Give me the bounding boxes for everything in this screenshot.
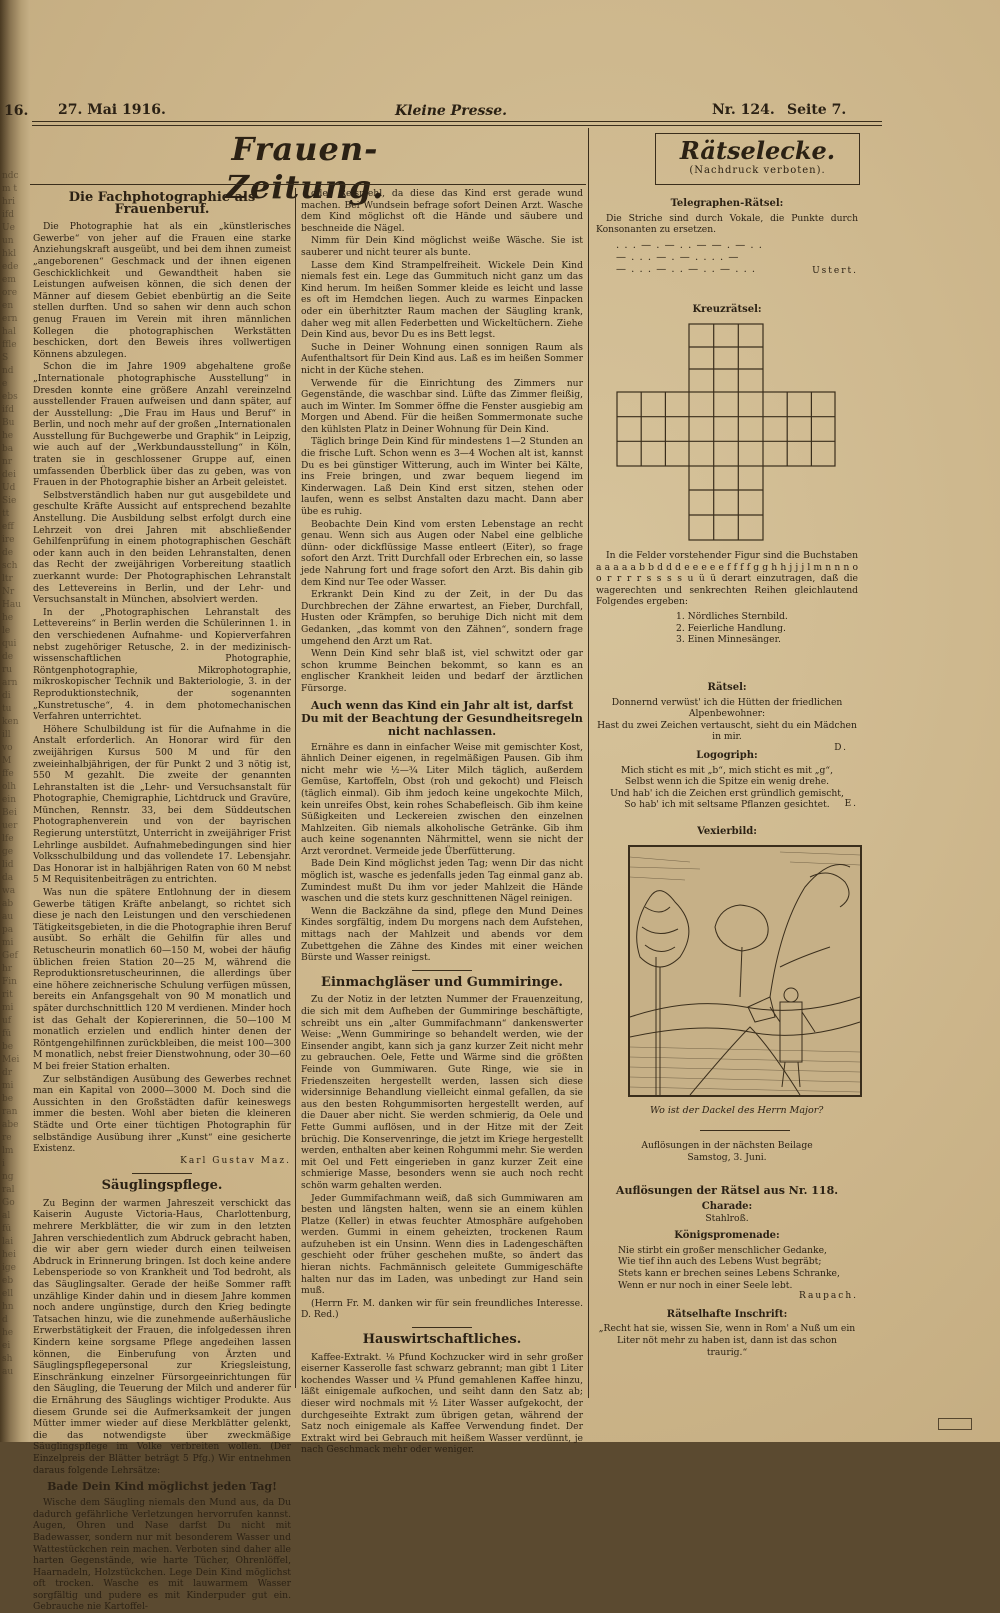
paragraph: Wenn Dein Kind sehr blaß ist, viel schwitzt oder gar schon krumme Beinchen bekommt, so kann es an englischer Krankheit leiden und bedarf der ärztlichen Fürsorge. — [301, 648, 583, 694]
puzzle-corner-subtitle: (Nachdruck verboten). — [689, 165, 826, 176]
subheading: Auch wenn das Kind ein Jahr alt ist, darfst Du mit der Beachtung der Gesundheitsregeln nicht nachlassen. — [301, 698, 583, 738]
logogriph-line: So hab' ich mit seltsame Pflanzen gesichtet. — [624, 799, 830, 811]
riddle-line: Donnernd verwüst' ich die Hütten der friedlichen Alpenbewohner: — [611, 696, 843, 720]
logogriph — [596, 744, 858, 810]
solutions-note — [596, 1140, 858, 1170]
vexier-caption: Wo ist der Dackel des Herrn Major? — [650, 1105, 824, 1116]
paragraph: Die Photographie hat als ein „künstlerisches Gewerbe“ von jeher auf die Frauen eine starke Anziehungskraft ausgeübt, und bei dem ihnen zumeist „angeborenen“ Geschmack und der ihnen eigenen Geschicklichkeit und Gewandtheit haben sie Leistungen aufweisen können, die sich denen der Männer auf diesem Gebiet ebenbürtig an die Seite stellen durften. Und so sahen wir denn auch schon genug Frauen im Verein mit ihren männlichen Kollegen die photographischen Werkstätten beschicken, dort den Beweis ihres vollwertigen Könnens abzulegen. — [33, 221, 291, 360]
cross-puzzle-item: 1. Nördliches Sternbild. — [676, 610, 788, 622]
paragraph: Was nun die spätere Entlohnung der in diesem Gewerbe tätigen Kräfte anbelangt, so richtet sich diese je nach den Leistungen und den verschiedenen Tätigkeitsgebieten, in die die Photographie ihren Beruf ausübt. So erhält die Gehilfin für alles und Retuscheurin monatlich 60—150 M, wobei der häufig üblichen freien Station 20—25 M, während die Reproduktionsretuscheurinnen, die allerdings über eine höhere zeichnerische Schulung verfügen müssen, bereits ein Anfangsgehalt von 90 M monatlich und später durchschnittlich 120 M verdienen. Minder hoch ist das Gehalt der Kopiererinnen, die 50—100 M monatlich erzielen und endlich hinter denen der Röntgengehilfinnen zurückbleiben, die meist 100—300 M monatlich, nebst freier Dienstwohnung, oder 30—60 M bei freier Station erhalten. — [33, 887, 291, 1072]
cross-puzzle-title: Kreuzrätsel: — [692, 304, 762, 315]
logogriph-title: Logogriph: — [696, 750, 758, 761]
article-author: Karl Gustav Maz. — [180, 1155, 291, 1166]
koenig-author: Raupach. — [799, 1291, 858, 1302]
separator — [412, 1327, 472, 1328]
paragraph: Bade Dein Kind möglichst jeden Tag; wenn Dir das nicht möglich ist, wasche es jedenfalls jeden Tag einmal ganz ab. Zumindest mußt Du ihm vor jeder Mahlzeit die Hände waschen und die stets kurz geschnittenen Nägel reinigen. — [301, 858, 583, 905]
logogriph-author: E. — [844, 798, 858, 809]
middle-column — [301, 188, 583, 1456]
inschrift-title: Rätselhafte Inschrift: — [666, 1308, 788, 1320]
paragraph: Zu der Notiz in der letzten Nummer der Frauenzeitung, die sich mit dem Aufheben der Gummiringe beschäftigte, schreibt uns ein „alter Gummifachmann“ dankenswerter Weise: „Wenn Gummiringe so behandelt werden, wie der Einsender angibt, kann sich ja ganz kurzer Zeit nicht mehr zu gebrauchen. Oele, Fette und Wärme sind die größten Feinde von Gummiwaren. Gute Ringe, wie sie in Friedenszeiten hergestellt werden, lassen sich diese widersinnige Behandlung vielleicht einmal gefallen, da sie aus den besten Rohgummisorten hergestellt werden, auf die Dauer aber nicht. Sie werden schmierig, da Oele und Fette Gummi auflösen, und in der Hitze mit der Zeit brüchig. Die Konservenringe, die jetzt im Kriege hergestellt werden, enthalten aber keinen Rohgummi mehr. Sie werden mit Oel und Fett eingerieben in ganz kurzer Zeit eine schmierige Masse, besonders wenn sie auch noch recht schön warm gehalten werden. — [301, 994, 583, 1191]
cross-puzzle-item: 2. Feierliche Handlung. — [676, 622, 786, 634]
paragraph: Jeder Gummifachmann weiß, daß sich Gummiwaren am besten und längsten halten, wenn sie an einem kühlen Platze (Keller) in etwas feuchter Atmosphäre aufgehoben werden. Gummi in einem geheizten, trockenen Raum aufzuheben ist ein Unsinn. Wenn dies in Ladengeschäften geschieht oder früher geschehen mußte, so ändert das hieran nichts. Fachmännisch geleitete Gummigeschäfte halten nur das im Laden, was unbedingt zur Hand sein muß. — [301, 1192, 583, 1297]
paragraph: Schon die im Jahre 1909 abgehaltene große „Internationale photographische Ausstellung“ in Dresden konnte eine größere Anzahl vereinzelnd ausstellender Frauen aufweisen und dann später, auf der Ausstellung: „Die Frau im Haus und Beruf“ in Berlin, und noch mehr auf der großen „Internationalen Ausstellung für Buchgewerbe und Graphik“ in Leipzig, wie auch auf der „Werkbundausstellung“ in Köln, traten sie in geschlossener Gruppe auf, einen umfassenden Überblick über das zu geben, was von Frauen in der Photographie bisher an Arbeit geleistet. — [33, 361, 291, 489]
cross-puzzle-text — [596, 550, 858, 650]
riddle-title: Rätsel: — [707, 682, 747, 693]
solutions — [596, 1180, 858, 1380]
paragraph: Lasse dem Kind Strampelfreiheit. Wickele Dein Kind niemals fest ein. Lege das Gummituch nicht ganz um das Kind herum. Im heißen Sommer kleide es leicht und lasse es oft im Hemdchen liegen. Auch zu warmes Einpacken oder ein überhitzter Raum machen der Säugling krank, daher weg mit allen Federbetten und Wickeltüchern. Ziehe Dein Kind aus, bevor Du es ins Bett legst. — [301, 259, 583, 341]
paragraph: Verwende für die Einrichtung des Zimmers nur Gegenstände, die waschbar sind. Lüfte das Zimmer fleißig, auch im Winter. Im Sommer öffne die Fenster ausgiebig am Morgen und Abend. Für die heißen Sommermonate suche den kühlsten Platz in Deiner Wohnung für Dein Kind. — [301, 377, 583, 435]
telegraph-text: Die Striche sind durch Vokale, die Punkte durch Konsonanten zu ersetzen. — [596, 212, 858, 236]
koenig-title: Königspromenade: — [674, 1230, 780, 1242]
paragraph: Selbstverständlich haben nur gut ausgebildete und geschulte Kräfte Aussicht auf entsprechend bezahlte Anstellung. Die Ausbildung selbst erfolgt durch eine Lehrzeit von drei Jahren mit abschließender Gehilfenprüfung in einem photographischen Geschäft oder kann auch in den beiden Lehranstalten, denen das Recht der zweijährigen Vorbereitung staatlich zuerkannt wurde: Der Photographischen Lehranstalt des Lettevereins in Berlin, und der Lehr- und Versuchsanstalt in München, absolviert werden. — [33, 489, 291, 606]
article-title-einmachglaeser: Einmachgläser und Gummiringe. — [321, 974, 563, 990]
paragraph: Kaffee-Extrakt. ⅛ Pfund Kochzucker wird in sehr großer eiserner Kasserolle fast schwarz gebrannt; man gibt 1 Liter kochendes Wasser und ¼ Pfund gemahlenen Kaffee hinzu, läßt einigemale aufkochen, und seiht dann den Satz ab; dieser wird nochmals mit ½ Liter Wasser aufgekocht, der durchgeseihte Extrakt zum übrigen getan, während der Satz noch einigemale als Kaffee Verwendung findet. Der Extrakt wird bei Gebrauch mit heißem Wasser verdünnt, je nach Geschmack mehr oder weniger. — [301, 1351, 583, 1456]
cross-puzzle-item: 3. Einen Minnesänger. — [676, 634, 781, 646]
page-number: Seite 7. — [787, 102, 847, 118]
logogriph-line: Und hab' ich die Zeichen erst gründlich gemischt, — [610, 787, 844, 799]
separator — [412, 970, 472, 971]
paragraph: Wenn die Backzähne da sind, pflege den Mund Deines Kindes sorgfältig, indem Du morgens nach dem Aufstehen, mittags nach der Mahlzeit und abends vor dem Zubettgehen die Zähne des Kindes mit einer weichen Bürste und Wasser reinigst. — [301, 905, 583, 964]
koenig-line: Wenn er nur noch in einer Seele lebt. — [618, 1279, 793, 1291]
facing-page-bleed: ndc m t hri ifd Ue un hkl ede em ore en ern hal ffle S nd e ebs ifd Bu he ba nr dei Ud Sie tt eff ire de sch ltr Nr Hau he le qui de ru arn di tu ken ill vo M ffe olh ein Bei uer lfe ge lid da wa ab au pa mi Gef hr Fin rit mi uf fü be Mei dr mi be ran abe re lm i ng ral Go al fü lai hei ige eb ell hn d he ei sh au — [2, 171, 22, 1377]
paragraph: oder Reismehl, da diese das Kind erst gerade wund machen. Bei Wundsein befrage sofort Deinen Arzt. Wasche dem Kind möglichst oft die Hände und säubere und beschneide die Nägel. — [301, 188, 583, 234]
issue-date: 27. Mai 1916. — [58, 102, 166, 118]
morse-row: — . . . — . . — . . — . . . — [616, 263, 757, 275]
inschrift-line: „Recht hat sie, wissen Sie, wenn in Rom' a Nuß um ein — [598, 1323, 856, 1335]
vexier-title: Vexierbild: — [697, 826, 757, 837]
charade-title: Charade: — [701, 1201, 753, 1212]
separator — [700, 1130, 790, 1131]
solutions-title: Auflösungen der Rätsel aus Nr. 118. — [615, 1184, 839, 1197]
article-title-hauswirtschaftliches: Hauswirtschaftliches. — [362, 1332, 522, 1348]
vexier-illustration — [630, 847, 860, 1095]
puzzle-corner-title-box — [655, 133, 860, 185]
header-rule-2 — [32, 125, 882, 126]
paragraph: Ernähre es dann in einfacher Weise mit gemischter Kost, ähnlich Deiner eigenen, in regelmäßigen Pausen. Gib ihm nicht mehr wie ½—¾ Liter Milch täglich, außerdem Gemüse, Kartoffeln, Obst (roh und gekocht) und Fleisch (täglich einmal). Gib ihm jedoch keine ungekochte Milch, kein unreifes Obst, kein rohes Schabefleisch. Gib ihm keine Süßigkeiten und Leckereien zwischen den einzelnen Mahlzeiten. Gib niemals alkoholische Getränke. Gib ihm auch keine sogenannten Nährmittel, wenn sie nicht der Arzt verordnet. Vermeide jede Überfütterung. — [301, 741, 583, 857]
riddle-author: D. — [834, 742, 848, 753]
subheading: Bade Dein Kind möglichst jeden Tag! — [47, 1480, 277, 1494]
paragraph: Zu Beginn der warmen Jahreszeit verschickt das Kaiserin Auguste Victoria-Haus, Charlottenburg, mehrere Merkblätter, die wir zum in den letzten Jahren verschiedentlich zum Abdruck gebracht haben, die wir aber gern wieder durch einen teilweisen Abdruck in Erinnerung bringen. Ist doch keine andere Lebensperiode so von Krankheit und Tod bedroht, als das Säuglingsalter. Gerade der heiße Sommer rafft unzählige Kinder dahin und in diesem Jahre kommen noch andere ungünstige, durch den Krieg bedingte Tatsachen hinzu, wie die zunehmende außerhäusliche Erwerbstätigkeit der Frauen, die infolgedessen ihren Kindern keine sorgsame Pflege angedeihen lassen können, die Einberufung von Ärzten und Säuglingspflegepersonal zur Kriegsleistung, Einschränkung einzelner Fürsorgeeinrichtungen für den Säugling, die Teuerung der Milch und anderer für die Ernährung des Säuglings wichtiger Produkte. Aus diesem Grunde sei die Aufmerksamkeit der jungen Mütter immer wieder auf diese Merkblätter gelenkt, die das notwendigste über zweckmäßige Säuglingspflege im Volke verbreiten wollen. (Der Einzelpreis der Blätter beträgt 5 Pfg.) Wir entnehmen daraus folgende Lehrsätze: — [33, 1197, 291, 1476]
paragraph: Zur selbständigen Ausübung des Gewerbes rechnet man ein Kapital von 2000—3000 M. Doch sind die Aussichten in den Großstädten dafür keineswegs immer die besten. Wohl aber bieten die kleineren Städte und Orte einer tüchtigen Photographin für selbständige Ausübung ihrer „Kunst“ eine gesicherte Existenz. — [33, 1073, 291, 1155]
vexier-picture — [628, 845, 862, 1097]
left-page-number: 16. — [4, 103, 29, 119]
editor-note: (Herrn Fr. M. danken wir für sein freundliches Interesse. D. Red.) — [301, 1297, 583, 1321]
solutions-note-line: Auflösungen in der nächsten Beilage — [641, 1140, 813, 1151]
article-title-saeuglingspflege: Säuglingspflege. — [101, 1178, 223, 1194]
cross-puzzle-instructions: In die Felder vorstehender Figur sind die Buchstaben a a a a a b b d d d e e e e e f f f f g g h h j j j l m n n n o o r r r r s s s s u ü ü derart einzutragen, daß die wagerechten und senkrechten Reihen gleichlautend Folgendes ergeben: — [596, 550, 858, 608]
riddle — [596, 676, 858, 753]
issue-number: Nr. 124. — [712, 102, 775, 118]
column-rule-2 — [588, 128, 589, 1398]
telegraph-puzzle — [596, 192, 858, 292]
telegraph-author: Ustert. — [812, 265, 858, 276]
header-rule — [32, 121, 882, 122]
paragraph: Wische dem Säugling niemals den Mund aus, da Du dadurch gefährliche Verletzungen hervorrufen kannst. Augen, Ohren und Nase darfst Du nicht mit Badewasser, sondern nur mit besonderem Wasser und Wattestückchen rein machen. Verboten sind daher alle harten Gegenstände, wie harte Tücher, Ohrenlöffel, Haarnadeln, Holzstückchen. Lege Dein Kind möglichst oft trocken. Wasche es mit lauwarmem Wasser sorgfältig und pudere es mit Kinderpuder gut ein. Gebrauche nie Kartoffel- — [33, 1497, 291, 1613]
paragraph: In der „Photographischen Lehranstalt des Lettevereins“ in Berlin werden die Schülerinnen 1. in den verschiedenen Aufnahme- und Kopierverfahren nebst zugehöriger Retusche, 2. in der medizinisch-wissenschaftlichen Photographie, Röntgenphotographie, Mikrophotographie, mikroskopischer Technik und Bakteriologie, 3. in der Reproduktionstechnik, der sogenannten „Kunstretusche“, 4. in dem photomechanischen Verfahren unterrichtet. — [33, 606, 291, 723]
section-masthead: Frauen-Zeitung. — [225, 130, 385, 206]
paragraph: Erkrankt Dein Kind zu der Zeit, in der Du das Durchbrechen der Zähne erwartest, an Fieber, Durchfall, Husten oder Krämpfen, so beruhige Dich nicht mit dem Gedanken, „das kommt von den Zähnen“, sondern frage umgehend den Arzt um Rat. — [301, 589, 583, 647]
archive-stamp — [938, 1418, 972, 1430]
koenig-line: Nie stirbt ein großer menschlicher Gedanke, — [618, 1244, 827, 1256]
separator — [132, 1173, 192, 1174]
paragraph: Beobachte Dein Kind vom ersten Lebenstage an recht genau. Wenn sich aus Augen oder Nabel eine gelbliche dünn- oder dickflüssige Masse entleert (Eiter), so frage sofort den Arzt. Tritt Durchfall oder Erbrechen ein, so lasse jede Nahrung fort und frage sofort den Arzt. Bis dahin gib dem Kind nur Tee oder Wasser. — [301, 518, 583, 588]
column-rule-1 — [295, 188, 296, 1388]
morse-row: . . . — . — . . — — . — . . — [616, 239, 763, 251]
telegraph-title: Telegraphen-Rätsel: — [670, 198, 784, 209]
koenig-line: Wie tief ihn auch des Lebens Wust begräbt; — [618, 1256, 822, 1268]
paragraph: Suche in Deiner Wohnung einen sonnigen Raum als Aufenthaltsort für Dein Kind aus. Laß es im heißen Sommer nicht in der Küche stehen. — [301, 341, 583, 376]
paragraph: Höhere Schulbildung ist für die Aufnahme in die Anstalt erforderlich. An Honorar wird für den zweijährigen Kursus 500 M und für den zweieinhalbjährigen, der für Punkt 2 und 3 nötig ist, 550 M gezahlt. Die zweite der genannten Lehranstalten ist die „Lehr- und Versuchsanstalt für Photographie, Chemigraphie, Lichtdruck und Gravüre, München, Rennstr. 33, bei dem Süddeutschen Photographenverein und von der bayrischen Regierung unterstützt, Unterricht in zweijähriger Frist Lehrlinge ausbildet. Aufnahmebedingungen sind hier Volksschulbildung und das vollendete 17. Lebensjahr. Das Honorar ist in halbjährigen Raten von 60 M nebst 5 M Requisitenbeiträgen zu entrichten. — [33, 723, 291, 886]
morse-row: — . . . — . — . . . . — — [616, 251, 740, 263]
cross-puzzle-title-block — [596, 298, 858, 318]
inschrift-line: Liter nöt mehr zu haben ist, dann ist das schon traurig.“ — [617, 1334, 837, 1358]
cross-puzzle-grid — [615, 322, 837, 542]
koenig-line: Stets kann er brechen seines Lebens Schranke, — [618, 1267, 840, 1279]
riddle-line: Hast du zwei Zeichen vertauscht, sieht du ein Mädchen in mir. — [597, 719, 857, 743]
left-column — [33, 188, 291, 1613]
logogriph-line: Selbst wenn ich die Spitze ein wenig drehe. — [624, 776, 830, 788]
vexier-title-block — [596, 820, 858, 840]
logogriph-line: Mich sticht es mit „b“, mich sticht es mit „g“, — [620, 764, 834, 776]
article-title-fachphotographie: Die Fachphotographie als Frauenberuf. — [68, 190, 256, 217]
puzzle-corner-title: Rätselecke. — [679, 136, 836, 165]
newspaper-name: Kleine Presse. — [395, 103, 508, 119]
solutions-note-line: Samstog, 3. Juni. — [687, 1151, 767, 1163]
paragraph: Täglich bringe Dein Kind für mindestens 1—2 Stunden an die frische Luft. Schon wenn es 3—4 Wochen alt ist, kannst Du es bei günstiger Witterung, auch im Winter bei Kälte, ins Freie bringen, und zwar bequem liegend im Kinderwagen. Laß Dein Kind erst sitzen, stehen oder laufen, wenn es selbst Anstalten dazu macht. Dann aber übe es ruhig. — [301, 436, 583, 518]
masthead-rule — [30, 184, 586, 185]
paragraph: Nimm für Dein Kind möglichst weiße Wäsche. Sie ist sauberer und nicht teurer als bunte. — [301, 235, 583, 258]
charade-answer: Stahlroß. — [705, 1212, 749, 1224]
